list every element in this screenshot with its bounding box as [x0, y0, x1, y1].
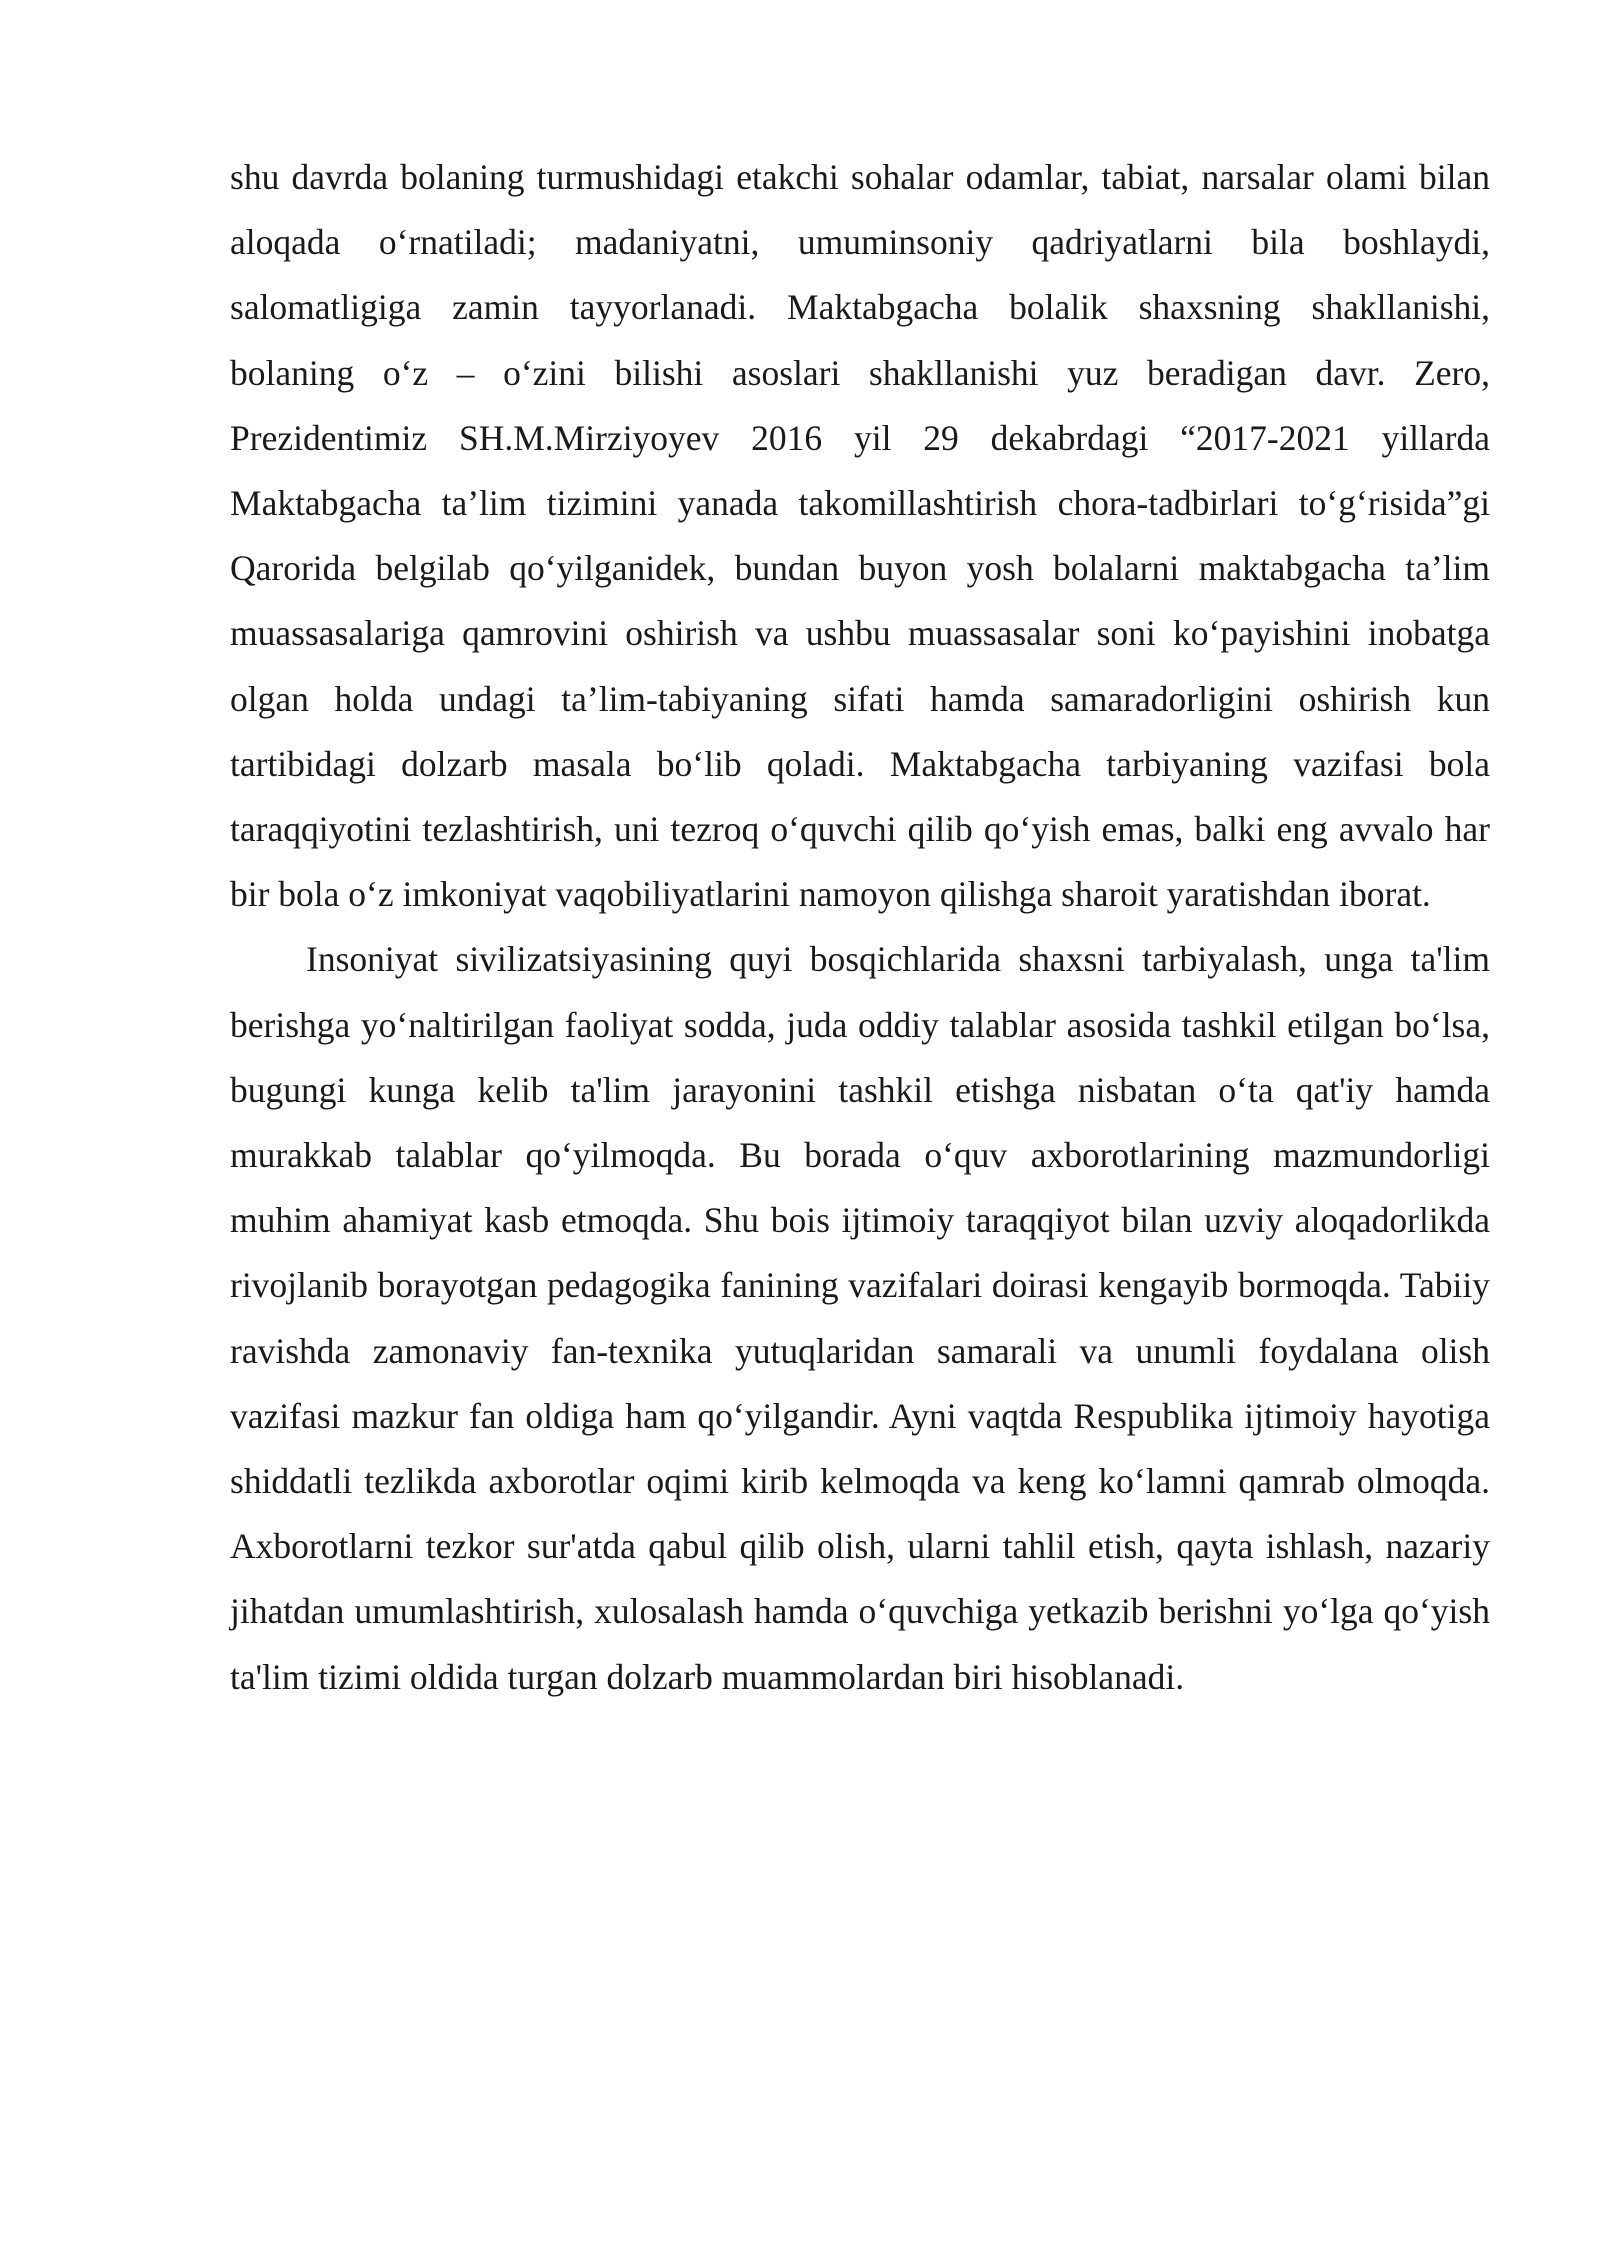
- document-body: [230, 145, 1490, 1710]
- paragraph-2: Insoniyat sivilizatsiyasining quyi bosqichlarida shaxsni tarbiyalash, unga ta'lim berishga yo‘naltirilgan faoliyat sodda, juda oddiy talablar asosida tashkil etilgan bo‘lsa, bugungi kunga kelib ta'lim jarayonini tashkil etishga nisbatan o‘ta qat'iy hamda murakkab talablar qo‘yilmoqda. Bu borada o‘quv axborotlarining mazmundorligi muhim ahamiyat kasb etmoqda. Shu bois ijtimoiy taraqqiyot bilan uzviy aloqadorlikda rivojlanib borayotgan pedagogika fanining vazifalari doirasi kengayib bormoqda. Tabiiy ravishda zamonaviy fan-texnika yutuqlaridan samarali va unumli foydalana olish vazifasi mazkur fan oldiga ham qo‘yilgandir. Ayni vaqtda Respublika ijtimoiy hayotiga shiddatli tezlikda axborotlar oqimi kirib kelmoqda va keng ko‘lamni qamrab olmoqda. Axborotlarni tezkor sur'atda qabul qilib olish, ularni tahlil etish, qayta ishlash, nazariy jihatdan umumlashtirish, xulosalash hamda o‘quvchiga yetkazib berishni yo‘lga qo‘yish ta'lim tizimi oldida turgan dolzarb muammolardan biri hisoblanadi.: [230, 939, 1490, 1697]
- paragraph-1: shu davrda bolaning turmushidagi etakchi sohalar odamlar, tabiat, narsalar olami bilan aloqada o‘rnatiladi; madaniyatni, umuminsoniy qadriyatlarni bila boshlaydi, salomatligiga zamin tayyorlanadi. Maktabgacha bolalik shaxsning shakllanishi, bolaning o‘z – o‘zini bilishi asoslari shakllanishi yuz beradigan davr. Zero, Prezidentimiz SH.M.Mirziyoyev 2016 yil 29 dekabrdagi “2017-2021 yillarda Maktabgacha ta’lim tizimini yanada takomillashtirish chora-tadbirlari to‘g‘risida”gi Qarorida belgilab qo‘yilganidek, bundan buyon yosh bolalarni maktabgacha ta’lim muassasalariga qamrovini oshirish va ushbu muassasalar soni ko‘payishini inobatga olgan holda undagi ta’lim-tabiyaning sifati hamda samaradorligini oshirish kun tartibidagi dolzarb masala bo‘lib qoladi. Maktabgacha tarbiyaning vazifasi bola taraqqiyotini tezlashtirish, uni tezroq o‘quvchi qilib qo‘yish emas, balki eng avvalo har bir bola o‘z imkoniyat vaqobiliyatlarini namoyon qilishga sharoit yaratishdan iborat.: [230, 157, 1490, 915]
